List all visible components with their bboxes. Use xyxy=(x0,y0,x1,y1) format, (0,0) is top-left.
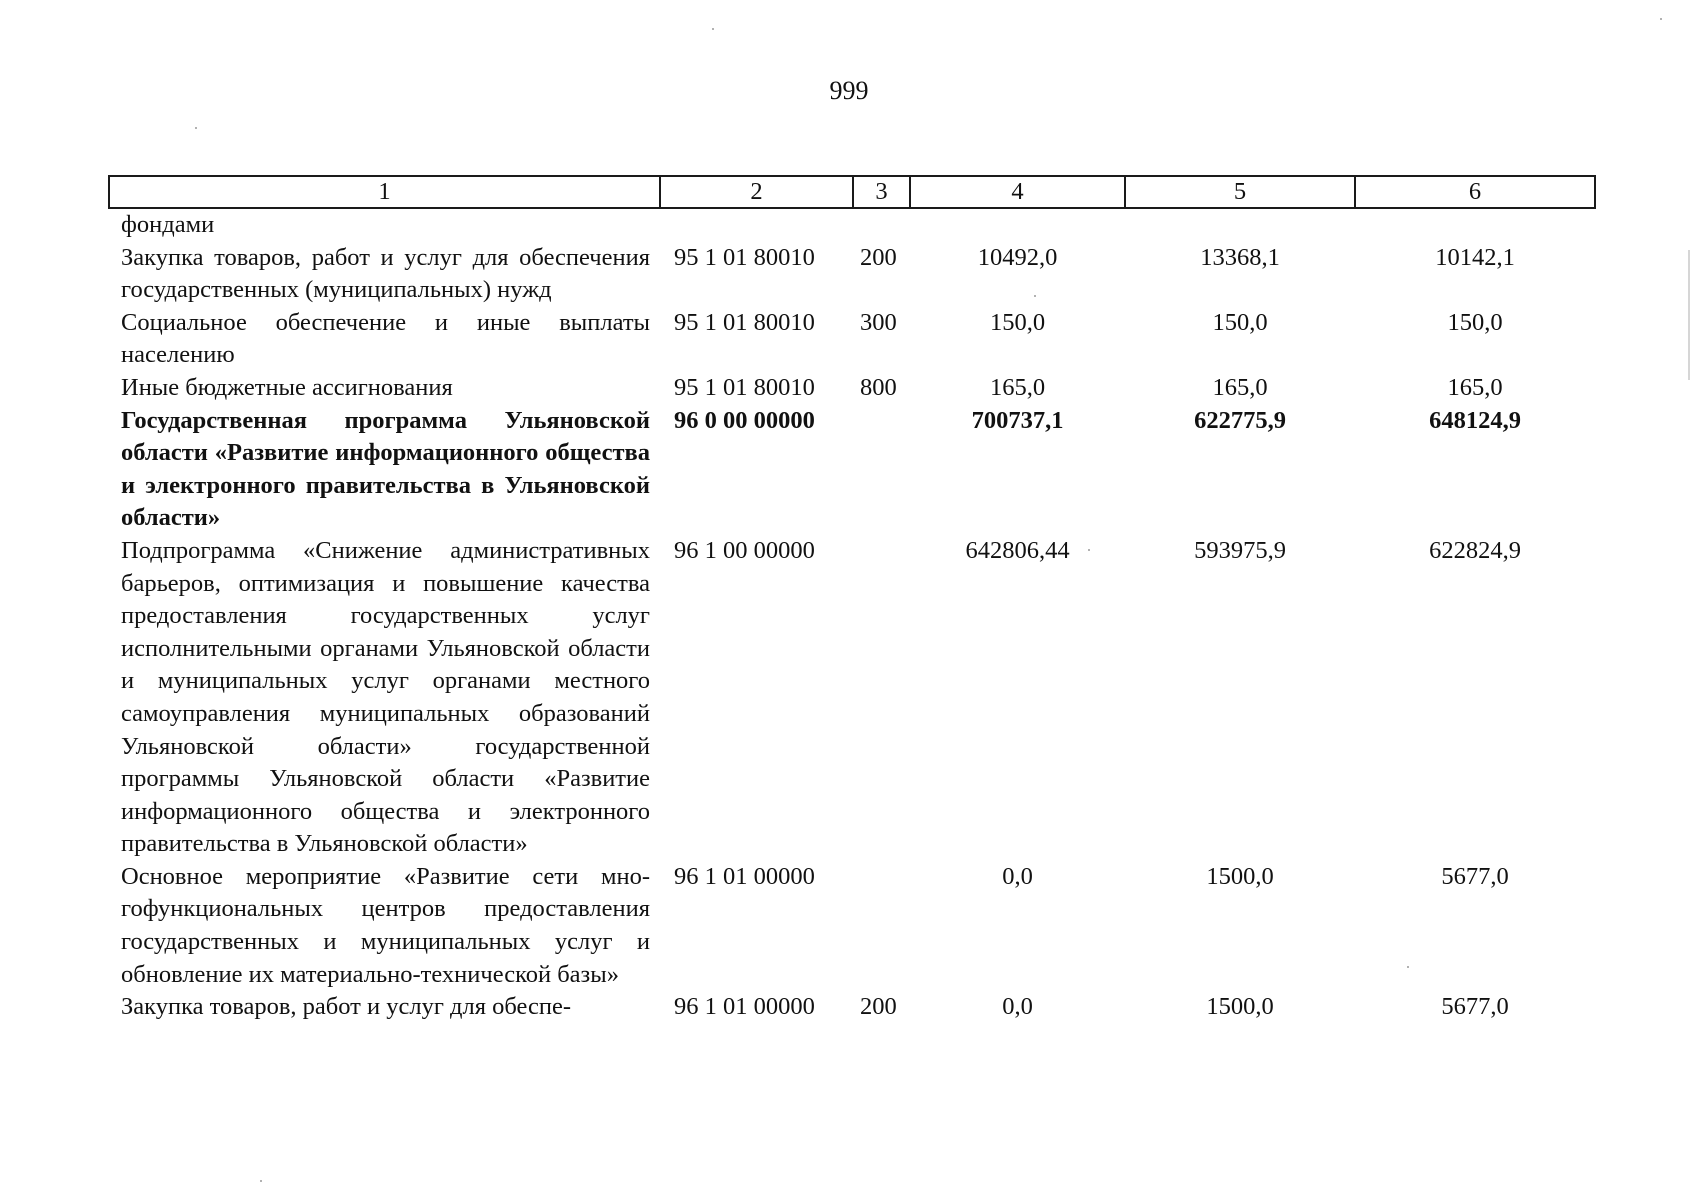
scan-speck xyxy=(1034,295,1036,297)
amount-col-4: 10492,0 xyxy=(977,243,1058,271)
scan-speck xyxy=(195,127,197,129)
expense-type-code xyxy=(853,861,910,991)
amount-col-6: 150,0 xyxy=(1447,308,1503,336)
row-name: Государственная программа Ульяновской области «Развитие информационного общества и электронного правительства в Ульяновской области» xyxy=(121,406,650,532)
amount-col-4 xyxy=(910,208,1125,242)
page-number: 999 xyxy=(829,76,869,105)
amount-col-4: 642806,44 xyxy=(965,536,1070,564)
budget-table xyxy=(108,175,1596,1024)
amount-col-4: 150,0 xyxy=(989,308,1046,336)
target-article-code: 96 1 01 00000 xyxy=(674,993,815,1021)
expense-type-code xyxy=(853,208,910,242)
amount-col-6: 622824,9 xyxy=(1429,536,1521,564)
target-article-code: 95 1 01 80010 xyxy=(674,373,815,401)
row-name: Основное мероприятие «Развитие сети многофункциональных центров предоставления государственных и муниципальных услуг и обновление их материально-технической базы» xyxy=(121,862,650,988)
scan-speck xyxy=(1088,549,1090,551)
amount-col-5: 1500,0 xyxy=(1206,862,1274,890)
amount-col-6 xyxy=(1355,208,1595,242)
amount-col-4: 0,0 xyxy=(1002,993,1033,1021)
scan-speck xyxy=(260,1180,262,1182)
row-name: Иные бюджетные ассигнования xyxy=(121,373,453,401)
column-header: 2 xyxy=(660,176,853,208)
amount-col-6: 5677,0 xyxy=(1441,862,1509,890)
amount-col-5: 622775,9 xyxy=(1194,406,1286,434)
target-article-code: 96 1 01 00000 xyxy=(674,862,815,890)
expense-type-code: 300 xyxy=(860,308,897,336)
amount-col-5: 165,0 xyxy=(1212,373,1268,401)
target-article-code: 96 1 00 00000 xyxy=(674,536,815,564)
scan-edge-line xyxy=(1688,250,1690,380)
expense-type-code: 200 xyxy=(860,993,897,1021)
row-name: фондами xyxy=(121,211,215,238)
amount-col-5: 1500,0 xyxy=(1206,993,1274,1021)
scan-speck xyxy=(1660,18,1662,20)
amount-col-6: 5677,0 xyxy=(1441,993,1509,1021)
column-header: 1 xyxy=(109,176,660,208)
amount-col-4: 165,0 xyxy=(989,373,1046,401)
target-article-code: 95 1 01 80010 xyxy=(674,243,815,271)
table-header-row xyxy=(109,176,1595,208)
column-header: 3 xyxy=(853,176,910,208)
table-row xyxy=(109,307,1595,372)
row-name: Закупка товаров, работ и услуг для обеспечения государственных (муниципальных) нужд xyxy=(121,243,650,304)
column-header: 5 xyxy=(1125,176,1355,208)
table-row xyxy=(109,208,1595,242)
amount-col-5: 150,0 xyxy=(1212,308,1268,336)
table-row xyxy=(109,242,1595,307)
expense-type-code: 200 xyxy=(860,243,897,271)
amount-col-5 xyxy=(1125,208,1355,242)
expense-type-code xyxy=(853,535,910,861)
table-row xyxy=(109,991,1595,1024)
expense-type-code xyxy=(853,405,910,535)
amount-col-5: 13368,1 xyxy=(1200,243,1280,271)
target-article-code xyxy=(660,208,853,242)
amount-col-4: 0,0 xyxy=(1002,862,1033,890)
table-row xyxy=(109,535,1595,861)
target-article-code: 96 0 00 00000 xyxy=(674,406,815,434)
amount-col-4: 700737,1 xyxy=(971,406,1064,434)
amount-col-6: 165,0 xyxy=(1447,373,1503,401)
table-row-program xyxy=(109,405,1595,535)
column-header: 6 xyxy=(1355,176,1595,208)
amount-col-6: 10142,1 xyxy=(1435,243,1515,271)
expense-type-code: 800 xyxy=(860,373,897,401)
amount-col-5: 593975,9 xyxy=(1194,536,1286,564)
column-header: 4 xyxy=(910,176,1125,208)
row-name: Подпрограмма «Снижение административных барьеров, оптимизация и повышение качества предоставления государственных услуг исполнительными органами Ульяновской области и муниципальных услуг органами местного самоуправления муниципальных образований Ульяновской области» государственной программы Ульяновской области «Развитие информационного общества и электронного правительства в Ульяновской области» xyxy=(121,536,650,858)
scan-speck xyxy=(712,28,714,30)
target-article-code: 95 1 01 80010 xyxy=(674,308,815,336)
scan-speck xyxy=(1407,966,1409,968)
table-row xyxy=(109,861,1595,991)
row-name: Закупка товаров, работ и услуг для обеспе- xyxy=(121,993,572,1021)
amount-col-6: 648124,9 xyxy=(1429,406,1521,434)
row-name: Социальное обеспечение и иные выплаты населению xyxy=(121,308,650,369)
table-row xyxy=(109,372,1595,405)
